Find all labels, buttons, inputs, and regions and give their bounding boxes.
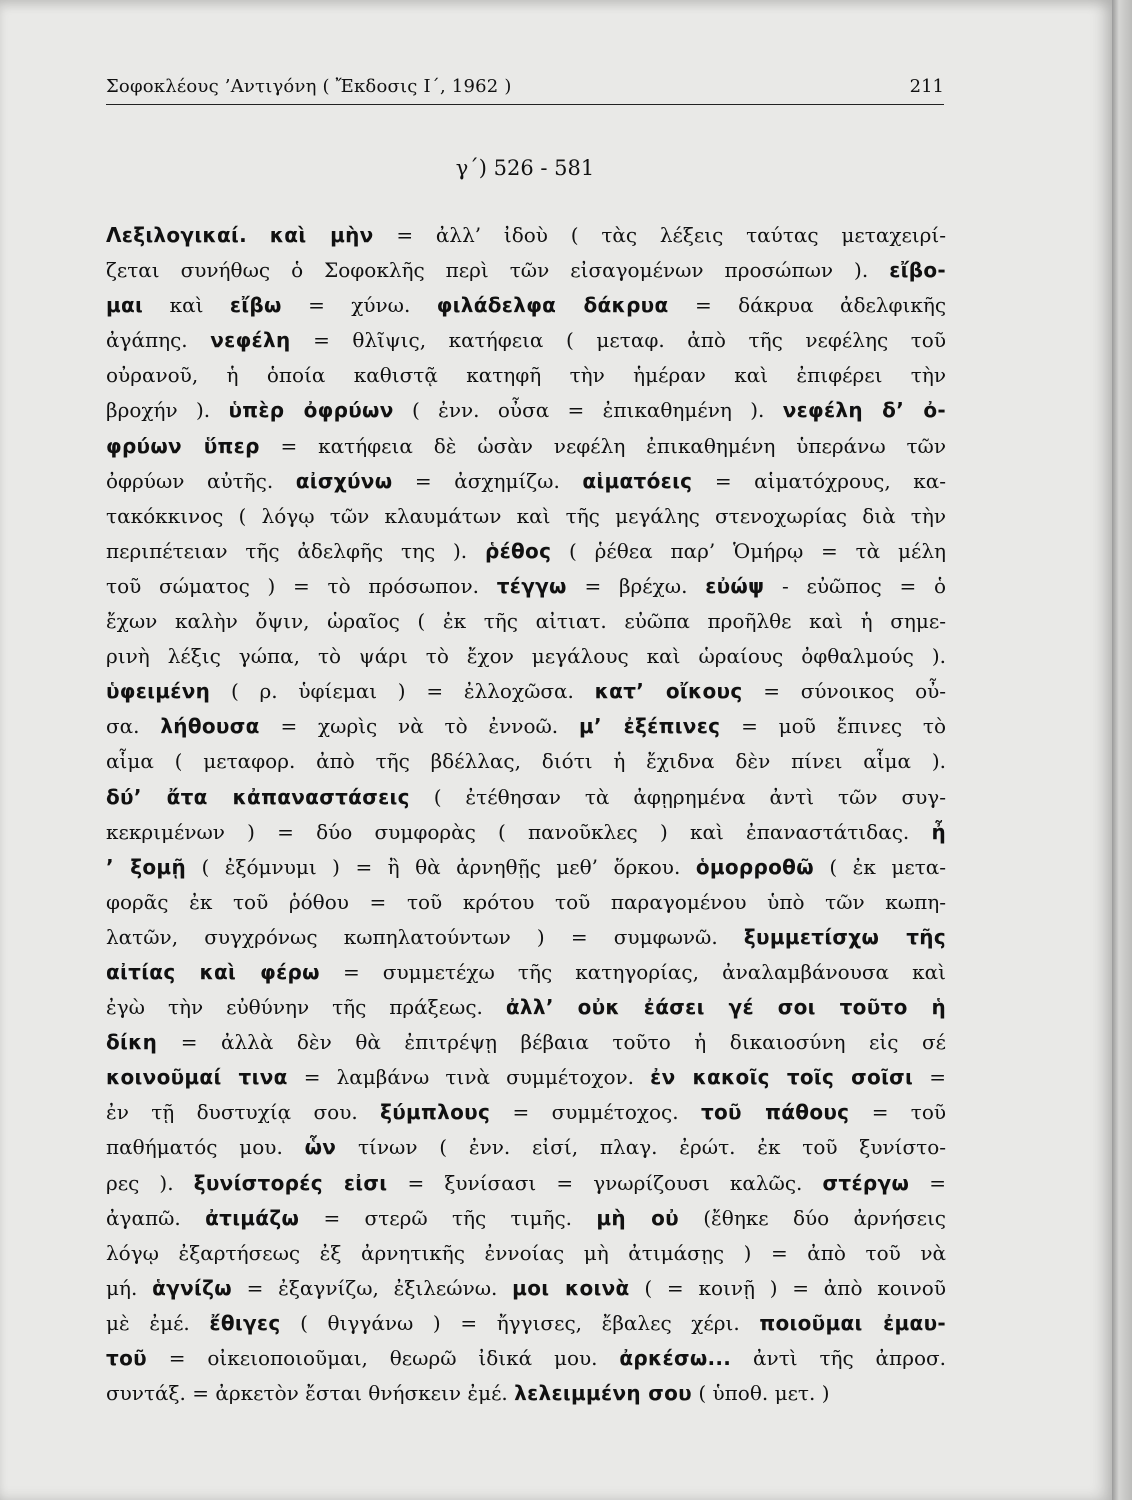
text-line (106, 920, 946, 955)
gloss-text: ἐγὼ τὴν εὐθύνην τῆς πράξεως. (106, 995, 483, 1020)
lemma-term: ὑπὲρ ὀφρύων (228, 398, 394, 423)
lemma-term: ἐν κακοῖς τοῖς σοῖσι (650, 1065, 914, 1090)
lemma-term: μ’ ἐξέπινες (578, 714, 721, 739)
gloss-text: ἔχων καλὴν ὄψιν, ὡραῖος ( ἐκ τῆς αἰτιατ. εὐῶπα προῆλθε καὶ ἡ σημε- (106, 609, 946, 634)
gloss-text: = θλῖψις, κατήφεια ( μεταφ. ἀπὸ τῆς νεφέλης τοῦ (313, 328, 946, 353)
lemma-term: φρύων ὕπερ (106, 433, 260, 458)
gloss-text: ρινὴ λέξις γώπα, τὸ ψάρι τὸ ἔχον μεγάλους καὶ ὡραίους ὀφθαλμούς ). (106, 644, 946, 669)
text-line (106, 1060, 946, 1095)
running-title: Σοφοκλέους ’Αντιγόνη ( Ἔκδοσις Ι΄, 1962 ) (106, 76, 512, 97)
gloss-text: = λαμβάνω τινὰ συμμέτοχον. (303, 1065, 635, 1090)
text-line (106, 744, 946, 779)
lemma-term: εἴβω (229, 293, 282, 318)
text-line (106, 674, 946, 709)
gloss-text: ἀγάπης. (106, 328, 188, 353)
text-line (106, 955, 946, 990)
gloss-text: = συμμέτοχος. (512, 1100, 679, 1125)
gloss-text: = κατήφεια δὲ ὡσὰν νεφέλη ἐπικαθημένη ὑπεράνω τῶν (280, 433, 947, 458)
gloss-text: σα. (106, 714, 140, 739)
text-line (106, 393, 946, 428)
running-header (106, 74, 944, 105)
lemma-term: λήθουσα (160, 714, 260, 739)
gloss-text: (ἔθηκε δύο ἀρνήσεις (703, 1205, 946, 1230)
lemma-term: ἀρκέσω... (619, 1346, 732, 1370)
text-line (106, 534, 946, 569)
gloss-text: = μοῦ ἔπινες τὸ (741, 714, 947, 739)
text-line (106, 850, 946, 885)
gloss-text: συντάξ. = ἀρκετὸν ἔσται θνήσκειν ἐμέ. (106, 1381, 508, 1406)
text-line (106, 253, 946, 288)
page-edge (1112, 0, 1132, 1500)
gloss-text: = τοῦ (871, 1100, 947, 1125)
text-line (106, 1236, 946, 1271)
lemma-term: ὑφειμένη (106, 679, 211, 704)
gloss-text: περιπέτειαν τῆς ἀδελφῆς της ). (106, 538, 468, 563)
text-line (106, 1306, 946, 1341)
gloss-text: λατῶν, συγχρόνως κωπηλατούντων ) = συμφωνῶ. (106, 924, 718, 949)
gloss-text: ἀγαπῶ. (106, 1205, 181, 1230)
text-line (106, 429, 946, 464)
text-line (106, 1201, 946, 1236)
gloss-text: κεκριμένων ) = δύο συμφορὰς ( πανοῦκλες ) καὶ ἐπαναστάτιδας. (106, 819, 910, 844)
gloss-text: ( ὑποθ. μετ. ) (698, 1381, 830, 1406)
lemma-term: νεφέλη (210, 328, 291, 353)
lemma-term: ἦ (931, 819, 947, 844)
gloss-text: ζεται συνήθως ὁ Σοφοκλῆς περὶ τῶν εἰσαγομένων προσώπων ). (106, 258, 869, 283)
text-line (106, 815, 946, 850)
lemma-term: εἴβο- (889, 258, 946, 283)
lemma-term: ὧν (304, 1135, 337, 1160)
gloss-text: ( ἐκ μετα- (829, 854, 947, 879)
gloss-text: = ξυνίσασι = γνωρίζουσι καλῶς. (407, 1170, 803, 1195)
gloss-text: παθήματός μου. (106, 1135, 283, 1160)
text-line (106, 1376, 946, 1411)
gloss-text: = ἀλλ’ ἰδοὺ ( τὰς λέξεις ταύτας μεταχειρί- (396, 223, 946, 247)
lemma-term: στέργω (822, 1170, 910, 1195)
gloss-text: = ἀσχημίζω. (414, 468, 560, 493)
gloss-text: = δάκρυα ἀδελφικῆς (694, 293, 947, 318)
gloss-text: μὲ ἐμέ. (106, 1310, 190, 1335)
gloss-text: λόγῳ ἐξαρτήσεως ἐξ ἀρνητικῆς ἐννοίας μὴ ἀτιμάσῃς ) = ἀπὸ τοῦ νὰ (106, 1240, 946, 1265)
gloss-text: αἷμα ( μεταφορ. ἀπὸ τῆς βδέλλας, διότι ἡ ἔχιδνα δὲν πίνει αἷμα ). (106, 749, 946, 774)
gloss-text: = βρέχω. (584, 573, 688, 598)
body-text (106, 218, 946, 1411)
gloss-text: ρες ). (106, 1170, 174, 1195)
gloss-text: = (929, 1170, 947, 1195)
gloss-text: = σύνοικος οὖ- (763, 679, 947, 704)
gloss-text: ( ἐτέθησαν τὰ ἀφῃρημένα ἀντὶ τῶν συγ- (433, 784, 947, 809)
gloss-text: τίνων ( ἐνν. εἰσί, πλαγ. ἐρώτ. ἐκ τοῦ ξυνίστο- (357, 1135, 946, 1160)
lemma-term: κατ’ οἴκους (594, 679, 743, 704)
lemma-term: ’ ξομῇ (106, 854, 186, 879)
gloss-text: ( ἐξόμνυμι ) = ἢ θὰ ἀρνηθῇς μεθ’ ὅρκου. (201, 854, 681, 879)
text-line (106, 604, 946, 639)
lemma-term: ξύμπλους (380, 1100, 491, 1125)
lemma-term: φιλάδελφα δάκρυα (436, 293, 669, 318)
text-line (106, 1095, 946, 1130)
lemma-term: τέγγω (496, 573, 567, 598)
text-line (106, 464, 946, 499)
gloss-text: βροχήν ). (106, 398, 211, 423)
gloss-text: τακόκκινος ( λόγῳ τῶν κλαυμάτων καὶ τῆς μεγάλης στενοχωρίας διὰ τὴν (106, 503, 946, 528)
text-line (106, 218, 946, 253)
lemma-term: ποιοῦμαι ἐμαυ- (759, 1310, 947, 1335)
lemma-term: δίκη (106, 1030, 158, 1055)
lemma-term: ἀτιμάζω (205, 1205, 300, 1230)
text-line (106, 1130, 946, 1165)
lemma-term: μαι (106, 293, 144, 318)
lemma-term: αἰτίας καὶ φέρω (106, 959, 320, 984)
text-line (106, 639, 946, 674)
gloss-text: ἀντὶ τῆς ἀπροσ. (753, 1346, 947, 1370)
lemma-term: κοινοῦμαί τινα (106, 1065, 288, 1090)
gloss-text: ἐν τῇ δυστυχίᾳ σου. (106, 1100, 358, 1125)
page-number: 211 (909, 76, 944, 97)
gloss-text: = χωρὶς νὰ τὸ ἐννοῶ. (280, 714, 559, 739)
lemma-term: ὁμορροθῶ (695, 854, 814, 879)
lemma-term: μοι κοινὰ (512, 1275, 630, 1300)
gloss-text: ( ρ. ὑφίεμαι ) = ἐλλοχῶσα. (230, 679, 574, 704)
gloss-text: = οἰκειοποιοῦμαι, θεωρῶ ἰδικά μου. (168, 1346, 598, 1370)
text-line (106, 990, 946, 1025)
text-line (106, 358, 946, 393)
section-title: γ΄) 526 - 581 (455, 156, 595, 180)
text-line (106, 288, 946, 323)
gloss-text: = ἀλλὰ δὲν θὰ ἐπιτρέψῃ βέβαια τοῦτο ἡ δικαιοσύνη εἰς σέ (180, 1030, 946, 1055)
gloss-text: = συμμετέχω τῆς κατηγορίας, ἀναλαμβάνουσα καὶ (342, 959, 946, 984)
gloss-text: ( ἐνν. οὖσα = ἐπικαθημένη ). (412, 398, 765, 423)
lemma-term: τοῦ πάθους (700, 1100, 850, 1125)
text-line (106, 1341, 946, 1376)
gloss-text: μή. (106, 1275, 138, 1300)
lemma-term: ἀλλ’ οὐκ ἐάσει γέ σοι τοῦτο ἡ (505, 995, 947, 1020)
gloss-text: φορᾶς ἐκ τοῦ ῥόθου = τοῦ κρότου τοῦ παραγομένου ὑπὸ τῶν κωπη- (106, 889, 946, 914)
text-line (106, 499, 946, 534)
lemma-term: λελειμμένη σου (514, 1381, 692, 1406)
text-line (106, 569, 946, 604)
gloss-text: ( = κοινῇ ) = ἀπὸ κοινοῦ (644, 1275, 946, 1300)
lemma-term: Λεξιλογικαί. (106, 223, 247, 247)
lemma-term: τοῦ (106, 1346, 147, 1370)
lemma-term: ἔθιγες (209, 1310, 281, 1335)
lemma-term: ἁγνίζω (152, 1275, 232, 1300)
lemma-term: δύ’ ἄτα κἀπαναστάσεις (106, 784, 410, 809)
gloss-text: τοῦ σώματος ) = τὸ πρόσωπον. (106, 573, 479, 598)
lemma-term: ξυμμετίσχω τῆς (743, 924, 947, 949)
text-line (106, 780, 946, 815)
gloss-text: = αἱματόχρους, κα- (714, 468, 947, 493)
gloss-text: καὶ (169, 293, 204, 318)
gloss-text: = (929, 1065, 947, 1090)
text-line (106, 1271, 946, 1306)
lemma-term: ῥέθος (484, 538, 552, 563)
gloss-text: = χύνω. (308, 293, 411, 318)
gloss-text: ( θιγγάνω ) = ἤγγισες, ἔβαλες χέρι. (300, 1310, 740, 1335)
lemma-term: αἱματόεις (582, 468, 693, 493)
gloss-text: - εὐῶπος = ὁ (782, 573, 947, 598)
gloss-text: ὀφρύων αὐτῆς. (106, 468, 274, 493)
lemma-term: ξυνίστορές εἰσι (193, 1170, 388, 1195)
text-line (106, 709, 946, 744)
lemma-term: εὐώψ (705, 573, 765, 598)
lemma-term: καὶ μὴν (269, 223, 374, 247)
gloss-text: ( ῥέθεα παρ’ Ὁμήρῳ = τὰ μέλη (569, 538, 946, 563)
gloss-text: = στερῶ τῆς τιμῆς. (323, 1205, 572, 1230)
lemma-term: νεφέλη δ’ ὀ- (782, 398, 946, 423)
lemma-term: μὴ οὐ (596, 1205, 679, 1230)
gloss-text: = ἐξαγνίζω, ἐξιλεώνω. (246, 1275, 498, 1300)
text-line (106, 323, 946, 358)
text-line (106, 1166, 946, 1201)
text-line (106, 885, 946, 920)
text-line (106, 1025, 946, 1060)
gloss-text: οὐρανοῦ, ἡ ὁποία καθιστᾷ κατηφῆ τὴν ἡμέραν καὶ ἐπιφέρει τὴν (106, 363, 946, 388)
lemma-term: αἰσχύνω (295, 468, 393, 493)
